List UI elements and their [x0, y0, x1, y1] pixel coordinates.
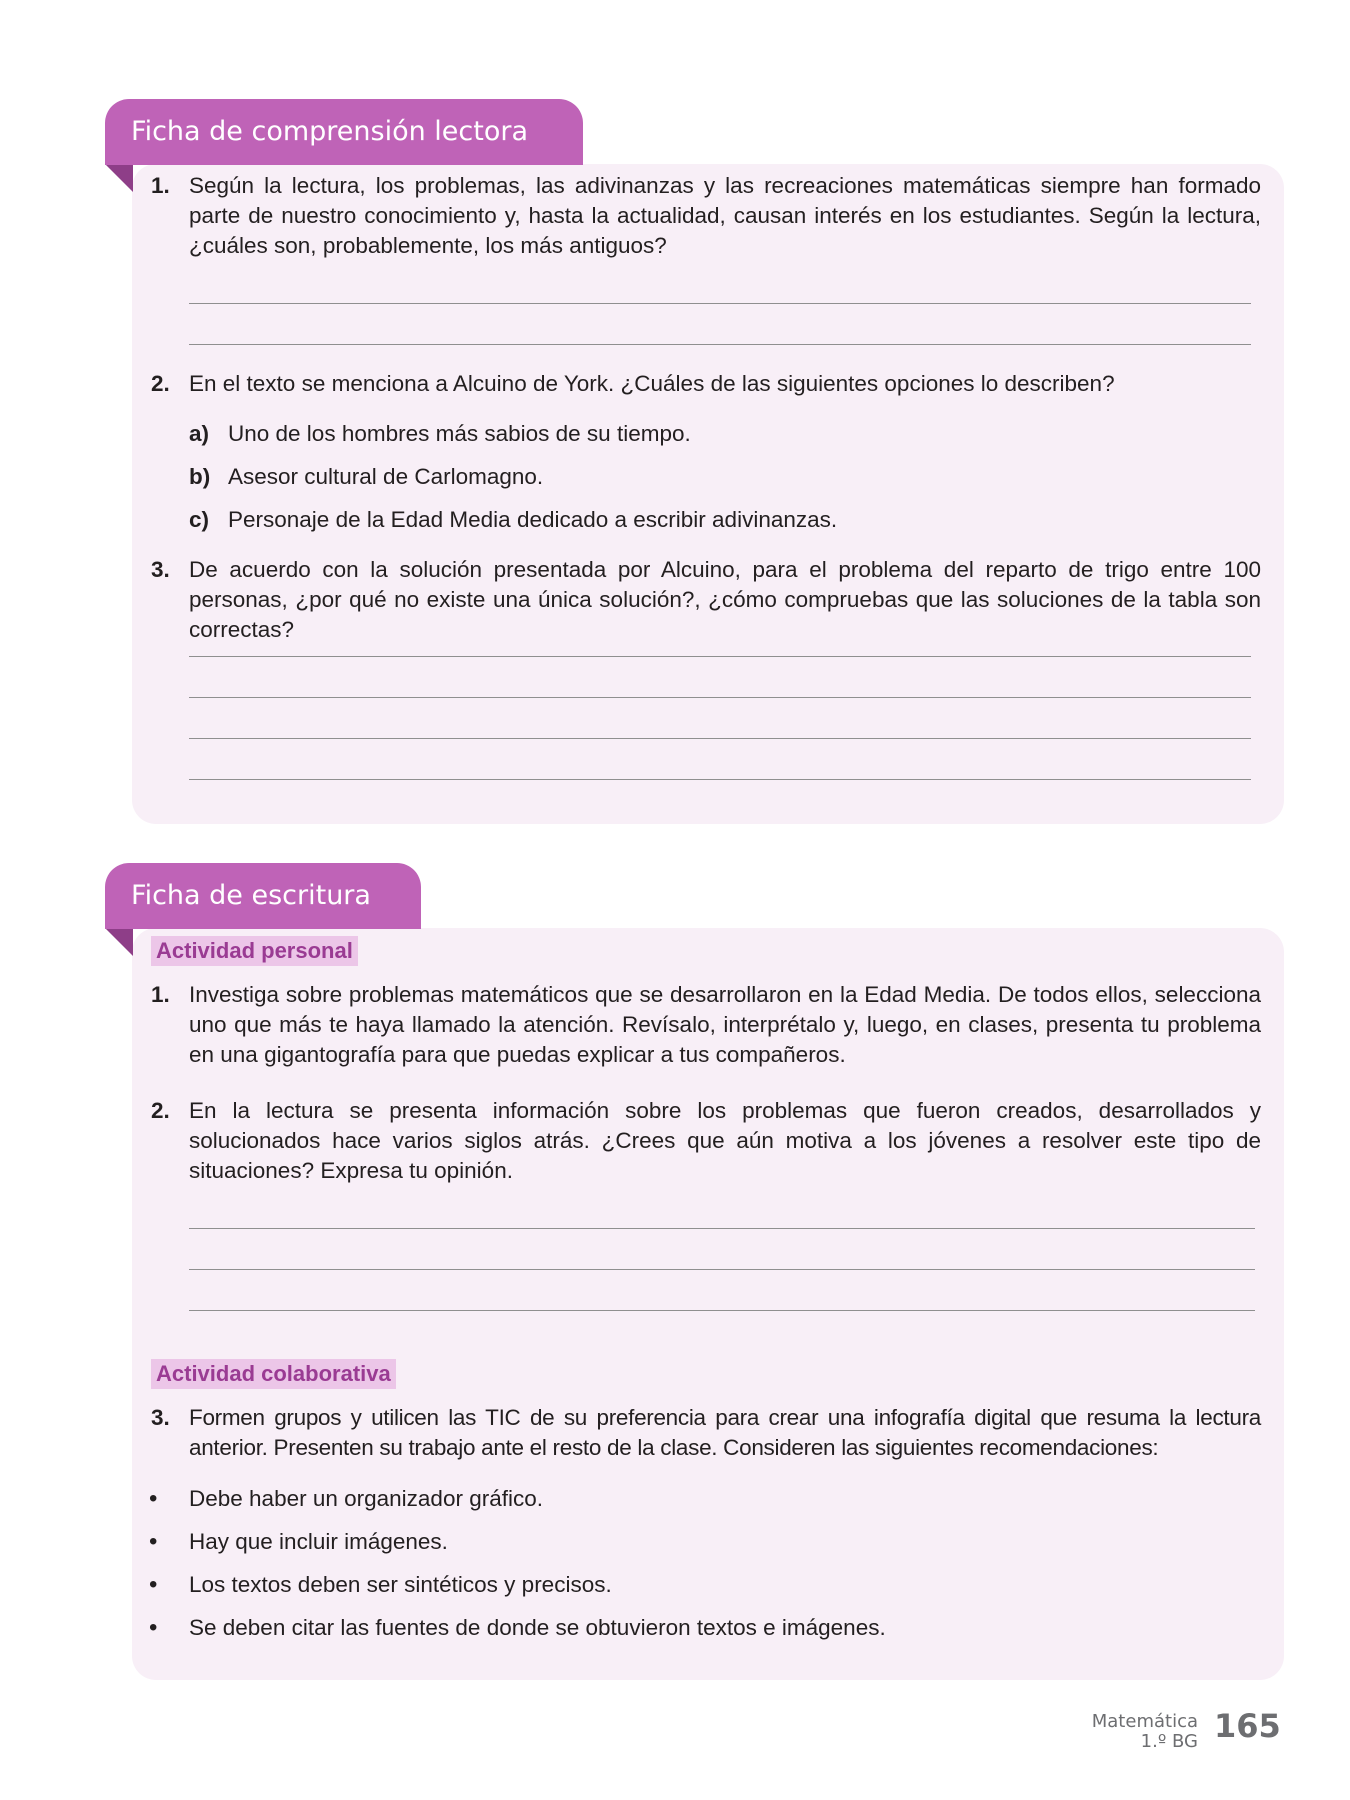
writing-q2-number: 2.	[151, 1098, 170, 1123]
answer-line[interactable]	[189, 656, 1251, 657]
collaborative-activity-badge: Actividad colaborativa	[151, 1359, 396, 1389]
reading-q2-text: En el texto se menciona a Alcuino de York. ¿Cuáles de las siguientes opciones lo describen?	[189, 371, 1115, 396]
page-number: 165	[1214, 1707, 1281, 1745]
personal-activity-badge: Actividad personal	[151, 936, 358, 966]
option-text-c: Personaje de la Edad Media dedicado a escribir adivinanzas.	[228, 507, 838, 532]
bullet-icon: •	[149, 1614, 158, 1641]
bullet-icon: •	[149, 1528, 158, 1555]
answer-line[interactable]	[189, 738, 1251, 739]
reading-q1-number: 1.	[151, 173, 170, 198]
footer-subject: Matemática	[1091, 1711, 1198, 1732]
writing-q3-number: 3.	[151, 1405, 170, 1430]
answer-line[interactable]	[189, 1228, 1255, 1229]
reading-tab-fold	[105, 164, 133, 192]
recommendation-item: Debe haber un organizador gráfico.	[189, 1486, 543, 1511]
answer-line[interactable]	[189, 303, 1251, 304]
recommendation-item: Se deben citar las fuentes de donde se obtuvieron textos e imágenes.	[189, 1615, 886, 1640]
reading-section-title: Ficha de comprensión lectora	[105, 99, 583, 165]
option-label-a[interactable]: a)	[189, 421, 210, 446]
writing-q1-text: Investiga sobre problemas matemáticos que se desarrollaron en la Edad Media. De todos ellos, selecciona uno que más te haya llamado la atención. Revísalo, interprétalo y, luego, en clases, presenta tu problema en una gigantografía para que puedas explicar a tus compañeros.	[189, 982, 1261, 1067]
writing-q3-text: Formen grupos y utilicen las TIC de su preferencia para crear una infografía digital que resuma la lectura anterior. Presenten su trabajo ante el resto de la clase. Consideren las siguientes recomendaciones:	[189, 1405, 1261, 1460]
answer-line[interactable]	[189, 344, 1251, 345]
reading-q2-number: 2.	[151, 371, 170, 396]
answer-line[interactable]	[189, 1310, 1255, 1311]
reading-q3-number: 3.	[151, 557, 170, 582]
option-label-c[interactable]: c)	[189, 507, 210, 532]
writing-q2-text: En la lectura se presenta información sobre los problemas que fueron creados, desarrollados y solucionados hace varios siglos atrás. ¿Crees que aún motiva a los jóvenes a resolver este tipo de situaciones? Expresa tu opinión.	[189, 1098, 1261, 1183]
option-text-b: Asesor cultural de Carlomagno.	[228, 464, 544, 489]
writing-q1-number: 1.	[151, 982, 170, 1007]
recommendation-item: Los textos deben ser sintéticos y precisos.	[189, 1572, 612, 1597]
writing-tab-fold	[105, 928, 133, 956]
bullet-icon: •	[149, 1571, 158, 1598]
bullet-icon: •	[149, 1485, 158, 1512]
reading-q1-text: Según la lectura, los problemas, las adivinanzas y las recreaciones matemáticas siempre han formado parte de nuestro conocimiento y, hasta la actualidad, causan interés en los estudiantes. Según la lectura, ¿cuáles son, probablemente, los más antiguos?	[189, 173, 1261, 258]
reading-q3-text: De acuerdo con la solución presentada por Alcuino, para el problema del reparto de trigo entre 100 personas, ¿por qué no existe una única solución?, ¿cómo compruebas que las soluciones de la tabla son correctas?	[189, 557, 1261, 642]
recommendation-item: Hay que incluir imágenes.	[189, 1529, 448, 1554]
option-label-b[interactable]: b)	[189, 464, 211, 489]
answer-line[interactable]	[189, 1269, 1255, 1270]
writing-section-title: Ficha de escritura	[105, 863, 421, 929]
footer-grade: 1.º BG	[1140, 1731, 1198, 1752]
reading-panel	[132, 164, 1284, 824]
option-text-a: Uno de los hombres más sabios de su tiempo.	[228, 421, 691, 446]
answer-line[interactable]	[189, 779, 1251, 780]
answer-line[interactable]	[189, 697, 1251, 698]
